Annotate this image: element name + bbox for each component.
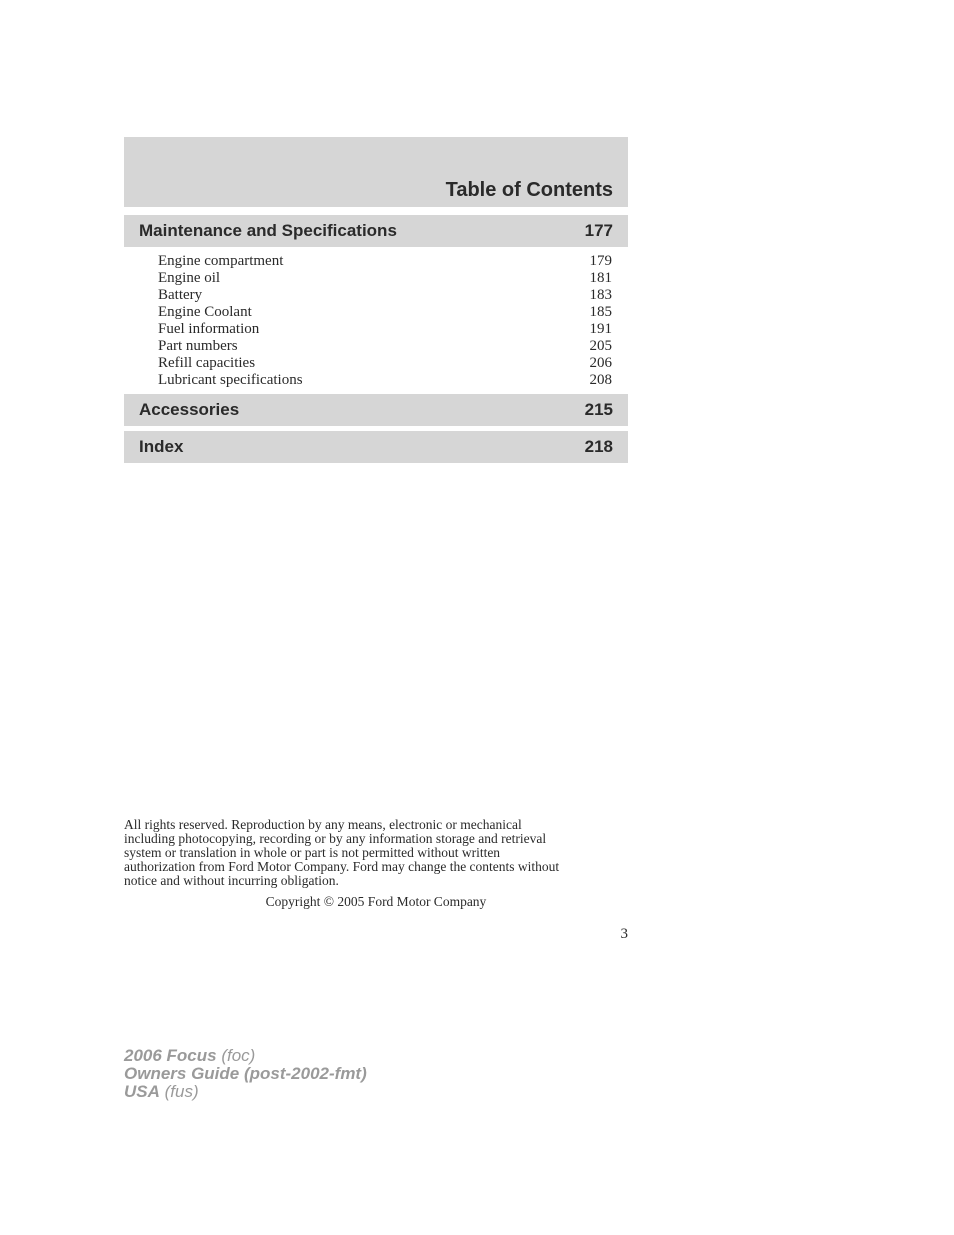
section-accessories[interactable] (124, 394, 628, 426)
footer-region-code: (fus) (164, 1082, 199, 1101)
footer-line-model (124, 1047, 367, 1065)
entry-label: Refill capacities (158, 355, 256, 371)
entry-page: 181 (589, 270, 612, 286)
toc-entry[interactable] (158, 253, 612, 270)
footer-guide: Owners Guide (post-2002-fmt) (124, 1064, 367, 1083)
section-page: 218 (584, 437, 613, 456)
entry-label: Engine compartment (158, 253, 284, 269)
legal-line: authorization from Ford Motor Company. Ford may change the contents without (124, 859, 560, 874)
section-title: Index (139, 437, 184, 456)
section-title: Maintenance and Specifications (139, 221, 397, 240)
toc-entry[interactable] (158, 304, 612, 321)
entry-page: 179 (589, 253, 612, 269)
section-page: 215 (584, 400, 613, 419)
entry-label: Engine Coolant (158, 304, 252, 320)
section-index[interactable] (124, 431, 628, 463)
section-page: 177 (584, 221, 613, 240)
footer-region: USA (124, 1082, 160, 1101)
copyright-notice: Copyright © 2005 Ford Motor Company (265, 894, 487, 909)
legal-notice (124, 818, 634, 888)
footer-model: 2006 Focus (124, 1046, 217, 1065)
entry-page: 206 (589, 355, 612, 371)
entry-page: 191 (589, 321, 612, 337)
entry-page: 205 (589, 338, 612, 354)
toc-entry[interactable] (158, 287, 612, 304)
footer-model-code: (foc) (221, 1046, 256, 1065)
entry-page: 185 (589, 304, 612, 320)
section-maintenance[interactable] (124, 215, 628, 247)
entry-label: Engine oil (158, 270, 221, 286)
legal-line: system or translation in whole or part is not permitted without written (124, 845, 501, 860)
page-number: 3 (620, 926, 628, 942)
footer-line-region (124, 1083, 367, 1101)
toc-entry[interactable] (158, 372, 612, 389)
page-title: Table of Contents (445, 179, 613, 201)
legal-line: notice and without incurring obligation. (124, 873, 339, 888)
entry-label: Part numbers (158, 338, 238, 354)
legal-line: including photocopying, recording or by any information storage and retrieval (124, 831, 547, 846)
toc-header (124, 137, 628, 207)
entry-page: 208 (589, 372, 612, 388)
document-footer (124, 1047, 367, 1101)
toc-entry[interactable] (158, 270, 612, 287)
toc-entry[interactable] (158, 338, 612, 355)
toc-entry[interactable] (158, 321, 612, 338)
footer-line-guide (124, 1065, 367, 1083)
entry-page: 183 (589, 287, 612, 303)
maintenance-entries (158, 253, 612, 389)
entry-label: Fuel information (158, 321, 260, 337)
entry-label: Lubricant specifications (158, 372, 303, 388)
toc-entry[interactable] (158, 355, 612, 372)
entry-label: Battery (158, 287, 203, 303)
section-title: Accessories (139, 400, 240, 419)
legal-line: All rights reserved. Reproduction by any means, electronic or mechanical (124, 817, 522, 832)
